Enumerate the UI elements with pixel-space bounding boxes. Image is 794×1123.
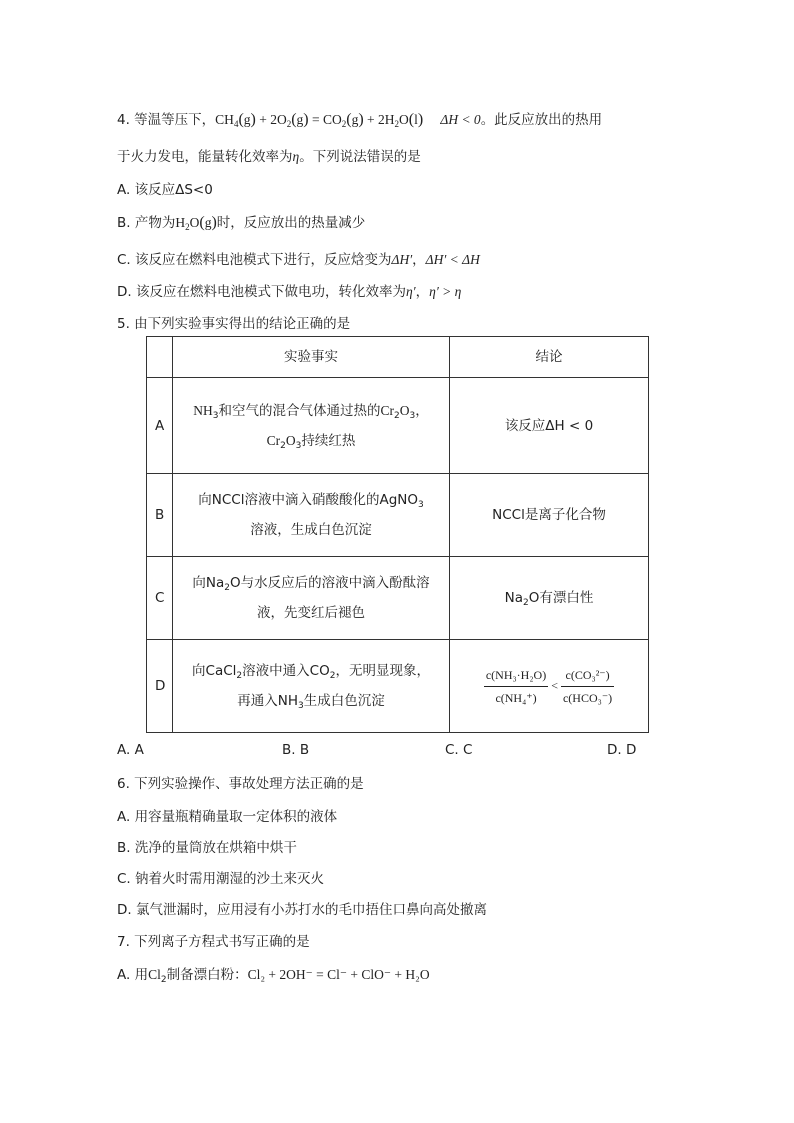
q5-option-b: B. B	[282, 742, 310, 758]
row-label: D	[147, 640, 173, 733]
q4-stem-line2: 于火力发电，能量转化效率为η。下列说法错误的是	[117, 149, 421, 165]
q4-option-d: D. 该反应在燃料电池模式下做电功，转化效率为η′，η′ > η	[117, 284, 462, 300]
table-row	[147, 640, 649, 733]
q4-option-a: A. 该反应ΔS<0	[117, 182, 213, 198]
q5-option-d: D. D	[607, 742, 637, 758]
table-header-row	[147, 337, 649, 378]
q5-stem: 5. 由下列实验事实得出的结论正确的是	[117, 316, 351, 332]
header-fact: 实验事实	[173, 337, 450, 378]
table-row	[147, 474, 649, 557]
row-fact: 向NCCl溶液中滴入硝酸酸化的AgNO$_3$ 溶液，生成白色沉淀	[173, 474, 450, 557]
fraction-right: $\frac{\text{c(CO₃²⁻)}}{\text{c(HCO₃⁻)}}$	[561, 664, 614, 709]
q5-option-c: C. C	[445, 742, 473, 758]
table-row	[147, 378, 649, 474]
q4-option-b: B. 产物为$H_2O(g)$时，反应放出的热量减少	[117, 214, 366, 232]
fraction-left: $\frac{\text{c(NH₃·H₂O)}}{\text{c(NH₄⁺)}}$	[484, 664, 548, 709]
header-conclusion: 结论	[450, 337, 649, 378]
q7-option-a: A. 用$Cl_2$制备漂白粉：Cl₂ + 2OH⁻ = Cl⁻ + ClO⁻ + H₂O	[117, 967, 430, 985]
row-fact: $NH_3$和空气的混合气体通过热的$Cr_2O_3$， $Cr_2O_3$持续红热	[173, 378, 450, 474]
q4-stem-line1: 4. 等温等压下，$CH_4(g) + 2O_2(g) = CO_2(g) + 2H_2O(l)$ ΔH < 0。此反应放出的热用	[117, 111, 603, 129]
row-conclusion: $Na_2O$有漂白性	[450, 557, 649, 640]
row-conclusion: NCCl是离子化合物	[450, 474, 649, 557]
q6-option-a: A. 用容量瓶精确量取一定体积的液体	[117, 809, 338, 825]
row-label: B	[147, 474, 173, 557]
row-label: A	[147, 378, 173, 474]
row-fact: 向CaCl$_2$溶液中通入$CO_2$，无明显现象， 再通入$NH_3$生成白色沉淀	[173, 640, 450, 733]
q4-option-b-formula: $H_2O(g)$	[175, 214, 217, 232]
q4-equation: $CH_4(g) + 2O_2(g) = CO_2(g) + 2H_2O(l)$	[215, 111, 424, 129]
q4-eta-symbol: η	[292, 149, 300, 164]
header-label-cell	[147, 337, 173, 378]
q4-stem-text: 4. 等温等压下，	[117, 112, 216, 128]
q5-table	[146, 336, 649, 733]
table-row	[147, 557, 649, 640]
q5-option-a: A. A	[117, 742, 144, 758]
q4-option-c: C. 该反应在燃料电池模式下进行，反应焓变为ΔH′，ΔH′ < ΔH	[117, 252, 480, 268]
row-fact: 向$Na_2O$与水反应后的溶液中滴入酚酞溶 液，先变红后褪色	[173, 557, 450, 640]
q6-stem: 6. 下列实验操作、事故处理方法正确的是	[117, 776, 364, 792]
q6-option-b: B. 洗净的量筒放在烘箱中烘干	[117, 840, 297, 856]
row-conclusion-fraction: $\frac{\text{c(NH₃·H₂O)}}{\text{c(NH₄⁺)}}$ < $\frac{\text{c(CO₃²⁻)}}{\text{c(HCO₃⁻)}}$	[450, 640, 649, 733]
q4-delta-h: ΔH < 0	[440, 112, 481, 127]
row-conclusion: 该反应ΔH < 0	[450, 378, 649, 474]
q7-stem: 7. 下列离子方程式书写正确的是	[117, 934, 310, 950]
q6-option-c: C. 钠着火时需用潮湿的沙土来灭火	[117, 871, 325, 887]
row-label: C	[147, 557, 173, 640]
q7-equation: Cl₂ + 2OH⁻ = Cl⁻ + ClO⁻ + H₂O	[247, 967, 430, 982]
q6-option-d: D. 氯气泄漏时，应用浸有小苏打水的毛巾捂住口鼻向高处撤离	[117, 902, 487, 918]
